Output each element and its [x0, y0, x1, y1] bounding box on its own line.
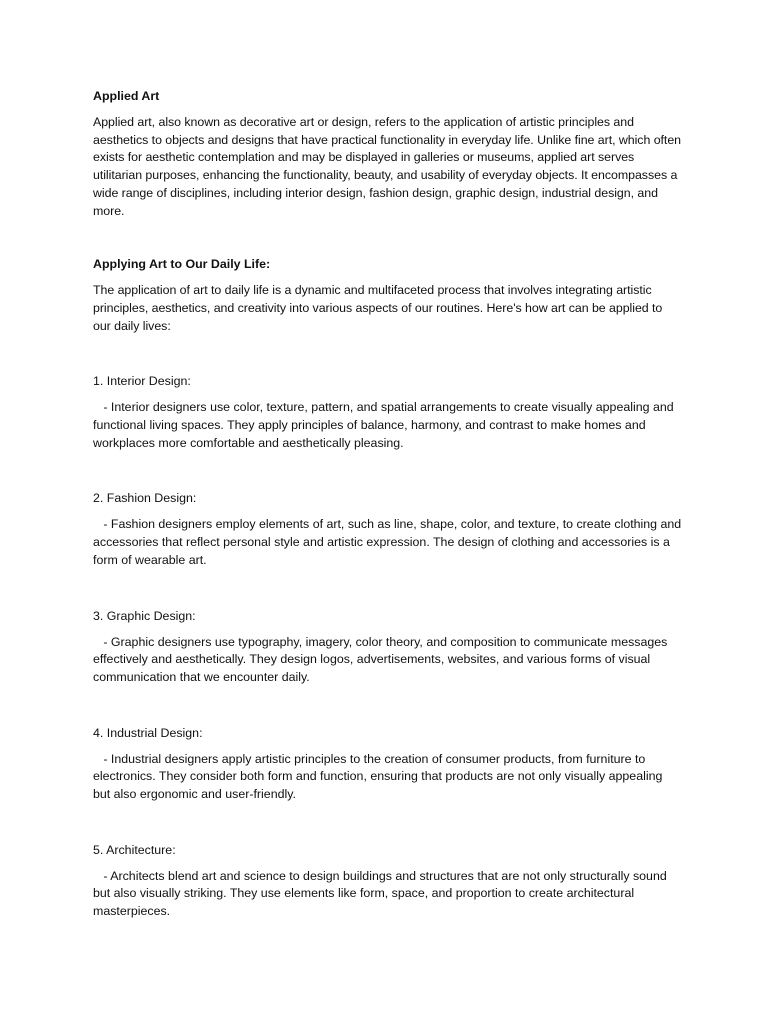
item-body: [93, 751, 683, 804]
spacer: [93, 220, 683, 255]
list-item: [93, 489, 683, 569]
list-item: [93, 607, 683, 687]
document-page: [93, 87, 683, 921]
spacer: [93, 687, 683, 724]
item-heading: 3. Graphic Design:: [93, 608, 196, 623]
item-body-text: - Graphic designers use typography, imagery, color theory, and composition to communicate messages effectively and aesthetically. They design logos, advertisements, websites, and various forms of visual communication that we encounter daily.: [93, 634, 671, 684]
spacer: [93, 335, 683, 372]
section-intro-paragraph: The application of art to daily life is a dynamic and multifaceted process that involves integrating artistic principles, aesthetics, and creativity into various aspects of our routines. Here's how art can be applied to our daily lives:: [93, 283, 663, 333]
item-heading: 5. Architecture:: [93, 842, 176, 857]
item-body: [93, 868, 683, 921]
item-body-text: - Industrial designers apply artistic principles to the creation of consumer products, from furniture to electronics. They consider both form and function, ensuring that products are not only visually appealing but also ergonomic and user-friendly.: [93, 751, 666, 802]
item-heading: 1. Interior Design:: [93, 374, 191, 389]
spacer: [93, 570, 683, 607]
item-body: [93, 399, 683, 452]
intro-paragraph: Applied art, also known as decorative art or design, refers to the application of artistic principles and aesthetics to objects and designs that have practical functionality in everyday life. Unlike fine art, which often exists for aesthetic contemplation and may be displayed in galleries or museums, applied art serves utilitarian purposes, enhancing the functionality, beauty, and usability of everyday objects. It encompasses a wide range of disciplines, including interior design, fashion design, graphic design, industrial design, and more.: [93, 115, 681, 218]
list-item: [93, 841, 683, 921]
list-item: [93, 372, 683, 452]
section-title: Applying Art to Our Daily Life:: [93, 257, 271, 272]
item-body: [93, 634, 683, 687]
item-body-text: - Fashion designers employ elements of art, such as line, shape, color, and texture, to create clothing and accessories that reflect personal style and artistic expression. The design of clothing and accessories is a form of wearable art.: [93, 517, 685, 567]
item-body: [93, 516, 683, 569]
item-body-text: - Interior designers use color, texture, pattern, and spatial arrangements to create visually appealing and functional living spaces. They apply principles of balance, harmony, and contrast to make homes and workplaces more comfortable and aesthetically pleasing.: [93, 400, 678, 450]
spacer: [93, 804, 683, 841]
item-heading: 2. Fashion Design:: [93, 491, 197, 506]
spacer: [93, 452, 683, 489]
item-body-text: - Architects blend art and science to design buildings and structures that are not only structurally sound but also visually striking. They use elements like form, space, and proportion to create architectural masterpieces.: [93, 868, 671, 919]
item-heading: 4. Industrial Design:: [93, 725, 203, 740]
list-item: [93, 724, 683, 804]
document-title: Applied Art: [93, 89, 160, 103]
